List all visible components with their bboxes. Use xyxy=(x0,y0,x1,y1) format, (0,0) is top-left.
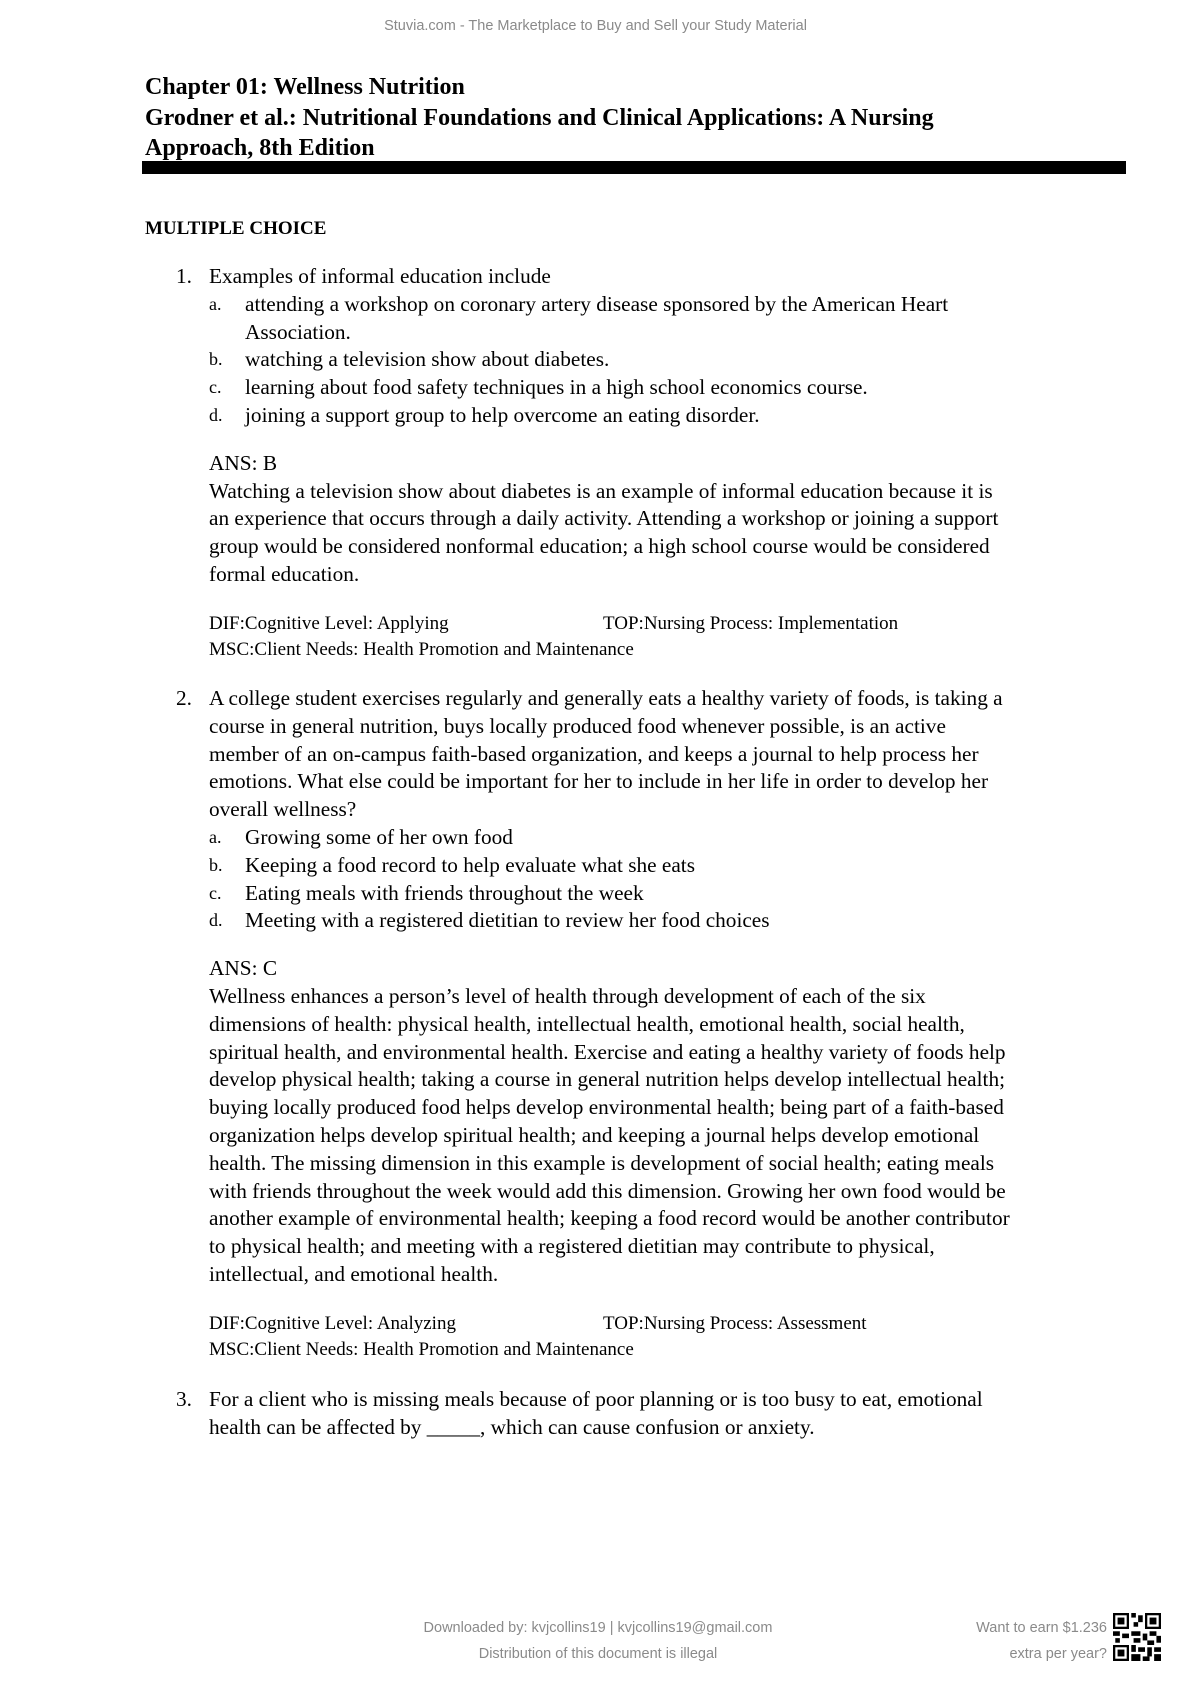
rationale-line: dimensions of health: physical health, intellectual health, emotional health, social health, xyxy=(209,1011,965,1036)
option-text: learning about food safety techniques in a high school economics course. xyxy=(245,375,868,400)
option-letter: d. xyxy=(209,910,223,931)
option-letter: c. xyxy=(209,882,222,903)
rationale-line: spiritual health, and environmental health. Exercise and eating a healthy variety of foods help xyxy=(209,1039,1006,1064)
footer-distribution: Distribution of this document is illegal xyxy=(478,1646,718,1662)
rationale-line: buying locally produced food helps develop environmental health; being part of a faith-based xyxy=(209,1095,1004,1120)
rationale-line: health. The missing dimension in this example is development of social health; eating meals xyxy=(209,1150,995,1175)
rationale-line: another example of environmental health; keeping a food record would be another contributor xyxy=(209,1206,1010,1231)
question-stem-line: A college student exercises regularly and generally eats a healthy variety of foods, is taking a xyxy=(209,686,1003,710)
option-letter: a. xyxy=(209,827,222,847)
option-text: watching a television show about diabetes. xyxy=(245,347,610,372)
option-text: Keeping a food record to help evaluate what she eats xyxy=(245,852,696,877)
client-needs-tag: MSC:Client Needs: Health Promotion and Maintenance xyxy=(209,1338,634,1360)
difficulty-tag: DIF:Cognitive Level: Applying xyxy=(209,612,449,634)
rationale-line: an experience that occurs through a daily activity. Attending a workshop or joining a support xyxy=(209,506,999,531)
answer-key: ANS: B xyxy=(209,450,278,475)
question-stem-line: For a client who is missing meals because of poor planning or is too busy to eat, emotional xyxy=(209,1387,983,1411)
rationale-line: with friends throughout the week would add this dimension. Growing her own food would be xyxy=(209,1178,1006,1203)
footer-earn-line2[interactable]: extra per year? xyxy=(1009,1646,1107,1662)
title-line: Approach, 8th Edition xyxy=(145,135,375,161)
rationale-line: to physical health; and meeting with a registered dietitian may contribute to physical, xyxy=(209,1234,935,1259)
question-stem-line: member of an on-campus faith-based organization, and keeps a journal to help process her xyxy=(209,741,979,766)
title-line: Grodner et al.: Nutritional Foundations and Clinical Applications: A Nursing xyxy=(145,104,934,131)
rationale-line: develop physical health; taking a course in general nutrition helps develop intellectual health; xyxy=(209,1067,1006,1092)
rationale-line: Watching a television show about diabetes is an example of informal education because it is xyxy=(209,478,993,503)
title-line: Chapter 01: Wellness Nutrition xyxy=(145,74,465,100)
option-text: joining a support group to help overcome an eating disorder. xyxy=(245,403,760,427)
rationale-line: organization helps develop spiritual health; and keeping a journal helps develop emotional xyxy=(209,1123,980,1147)
option-text: Association. xyxy=(245,319,351,344)
question-stem-line: overall wellness? xyxy=(209,797,357,822)
option-text: Eating meals with friends throughout the week xyxy=(245,880,644,905)
rationale-line: intellectual, and emotional health. xyxy=(209,1262,499,1286)
option-letter: c. xyxy=(209,377,222,398)
question-stem-line: health can be affected by _____, which can cause confusion or anxiety. xyxy=(209,1414,815,1439)
difficulty-tag: DIF:Cognitive Level: Analyzing xyxy=(209,1312,456,1334)
rationale-line: formal education. xyxy=(209,562,360,586)
option-letter: b. xyxy=(209,349,223,370)
topic-tag: TOP:Nursing Process: Implementation xyxy=(603,612,899,634)
topic-tag: TOP:Nursing Process: Assessment xyxy=(603,1312,867,1334)
footer-downloaded: Downloaded by: kvjcollins19 | kvjcollins19@gmail.com xyxy=(423,1620,773,1636)
question-stem-line: emotions. What else could be important for her to include in her life in order to develop her xyxy=(209,769,989,794)
question-number: 2. xyxy=(176,686,192,710)
client-needs-tag: MSC:Client Needs: Health Promotion and Maintenance xyxy=(209,638,634,660)
rationale-line: group would be considered nonformal education; a high school course would be considered xyxy=(209,534,990,559)
option-text: attending a workshop on coronary artery disease sponsored by the American Heart xyxy=(245,291,949,316)
footer-earn-line1[interactable]: Want to earn $1.236 xyxy=(976,1620,1107,1636)
question-stem-line: course in general nutrition, buys locally produced food whenever possible, is an active xyxy=(209,713,946,738)
title-divider xyxy=(142,161,1126,174)
question-stem-line: Examples of informal education include xyxy=(209,264,551,288)
answer-key: ANS: C xyxy=(209,956,278,981)
qr-code-icon[interactable] xyxy=(1113,1613,1161,1661)
rationale-line: Wellness enhances a person’s level of health through development of each of the six xyxy=(209,984,926,1008)
option-letter: a. xyxy=(209,293,222,314)
option-letter: d. xyxy=(209,405,223,425)
stuvia-header: Stuvia.com - The Marketplace to Buy and Sell your Study Material xyxy=(384,18,807,34)
option-text: Meeting with a registered dietitian to review her food choices xyxy=(245,908,770,933)
question-number: 1. xyxy=(176,264,192,288)
option-text: Growing some of her own food xyxy=(245,825,513,849)
question-number: 3. xyxy=(176,1387,192,1411)
option-letter: b. xyxy=(209,854,223,875)
document-title xyxy=(145,72,934,164)
section-heading: MULTIPLE CHOICE xyxy=(145,218,327,239)
